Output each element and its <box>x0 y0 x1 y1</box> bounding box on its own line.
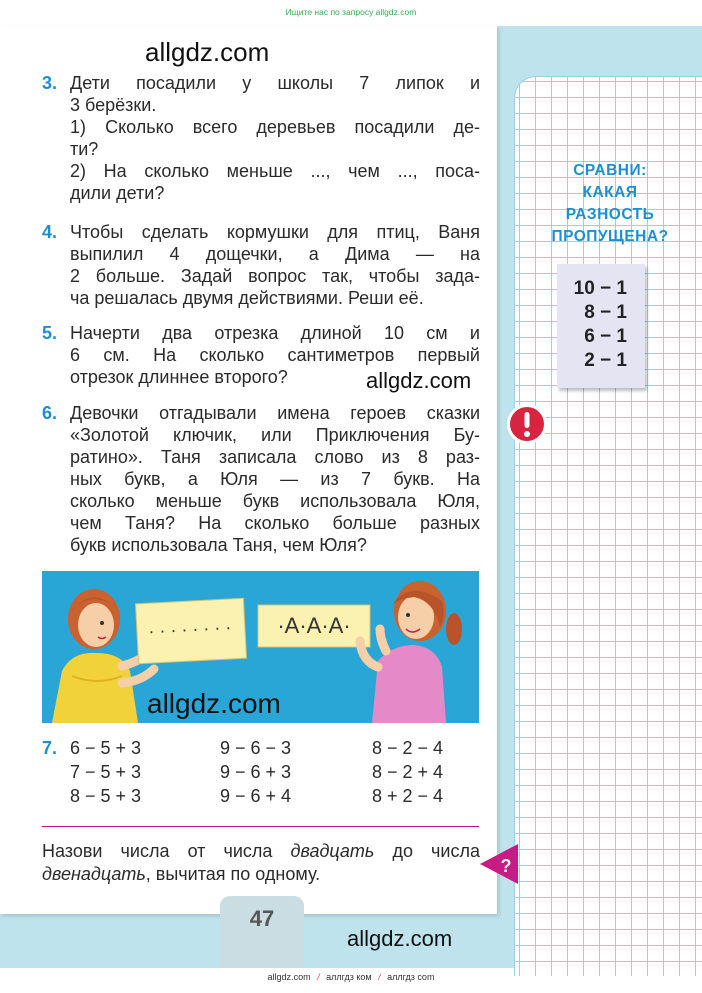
bottom-task-line <box>42 863 480 886</box>
compare-title <box>520 160 700 248</box>
task-line: ных букв, а Юля — из 7 букв. На <box>70 469 480 489</box>
task-4 <box>42 221 480 309</box>
task-6 <box>42 402 480 556</box>
exclamation-icon <box>506 403 548 445</box>
task-line: Чтобы сделать кормушки для птиц, Ваня <box>70 222 480 242</box>
expression: 8 + 2 − 4 <box>372 786 444 806</box>
question-mark-icon <box>478 842 518 886</box>
task-line: букв использовала Таня, чем Юля? <box>70 535 367 555</box>
compare-row: 10 − 1 <box>573 278 627 299</box>
italic-word: двадцать <box>290 841 375 861</box>
task-number: 6. <box>42 403 58 423</box>
watermark: allgdz.com <box>147 688 281 719</box>
task-line: чем Таня? На сколько больше разных <box>70 513 480 533</box>
task-line: Девочки отгадывали имена героев сказки <box>70 403 480 423</box>
task-number: 3. <box>42 73 58 93</box>
compare-row: 6 − 1 <box>584 326 627 347</box>
footer-separator: / <box>378 972 381 982</box>
watermark: allgdz.com <box>347 926 453 951</box>
task-line: Начерти два отрезка длиной 10 см и <box>70 323 480 343</box>
card-left-text: · · · · · · · · <box>147 616 232 642</box>
task-line: ратино». Таня записала слово из 8 раз- <box>70 447 480 467</box>
task-line: дили дети? <box>70 183 165 203</box>
top-note: Ищите нас по запросу allgdz.com <box>285 7 417 17</box>
task-line: Дети посадили у школы 7 липок и <box>70 73 480 93</box>
compare-title-line: ПРОПУЩЕНА? <box>551 228 669 245</box>
compare-title-line: СРАВНИ: <box>573 162 647 179</box>
task-line: 6 см. На сколько сантиметров первый <box>70 345 480 365</box>
italic-word: двенадцать <box>42 864 146 884</box>
expression: 8 − 5 + 3 <box>70 786 142 806</box>
compare-title-line: КАКАЯ <box>582 184 638 201</box>
task-number: 5. <box>42 323 58 343</box>
expression: 9 − 6 + 3 <box>220 762 292 782</box>
expression: 8 − 2 + 4 <box>372 762 444 782</box>
footer <box>0 972 702 982</box>
compare-card <box>557 264 645 388</box>
bottom-task-line <box>42 840 480 863</box>
bottom-task <box>42 840 480 886</box>
expression-column-1 <box>70 736 141 808</box>
expression: 8 − 2 − 4 <box>372 738 444 758</box>
task-line: ча решалась двумя действиями. Реши её. <box>70 288 424 308</box>
task-line: «Золотой ключик, или Приключения Бу- <box>70 425 480 445</box>
watermark: allgdz.com <box>145 37 270 67</box>
section-divider <box>42 826 479 827</box>
task-line: сколько меньше букв использовала Юля, <box>70 491 480 511</box>
expression: 9 − 6 − 3 <box>220 738 292 758</box>
task-line: ти? <box>70 139 99 159</box>
footer-link[interactable]: аллгдз com <box>387 972 435 982</box>
task-line: выпилил 4 дощечки, а Дима — на <box>70 244 480 264</box>
card-right-text: ·А·А·А· <box>277 613 351 638</box>
compare-row: 8 − 1 <box>584 302 627 323</box>
page-number: 47 <box>249 906 275 931</box>
expression-column-2 <box>220 736 291 808</box>
expression: 6 − 5 + 3 <box>70 738 142 758</box>
svg-text:?: ? <box>500 856 512 876</box>
compare-row: 2 − 1 <box>584 350 627 371</box>
expression: 7 − 5 + 3 <box>70 762 142 782</box>
task-number: 4. <box>42 222 58 242</box>
watermark: allgdz.com <box>366 368 472 393</box>
task-line: отрезок длиннее второго? <box>70 367 288 387</box>
footer-separator: / <box>317 972 320 982</box>
text-fragment: , вычитая по одному. <box>145 864 321 884</box>
expression: 9 − 6 + 4 <box>220 786 292 806</box>
expression-column-3 <box>372 736 443 808</box>
text-fragment: Назови числа от числа <box>42 841 291 861</box>
footer-link[interactable]: allgdz.com <box>267 972 311 982</box>
text-fragment: до числа <box>374 841 480 861</box>
task-line: 1) Сколько всего деревьев посадили де- <box>70 117 480 137</box>
task-number: 7. <box>42 738 58 758</box>
compare-title-line: РАЗНОСТЬ <box>565 206 655 223</box>
task-line: 3 берёзки. <box>70 95 157 115</box>
girl-right <box>360 581 462 723</box>
task-line: 2 больше. Задай вопрос так, чтобы зада- <box>70 266 480 286</box>
task-line: 2) На сколько меньше ..., чем ..., поса- <box>70 161 480 181</box>
task-3 <box>42 72 480 204</box>
footer-link[interactable]: аллгдз ком <box>326 972 372 982</box>
